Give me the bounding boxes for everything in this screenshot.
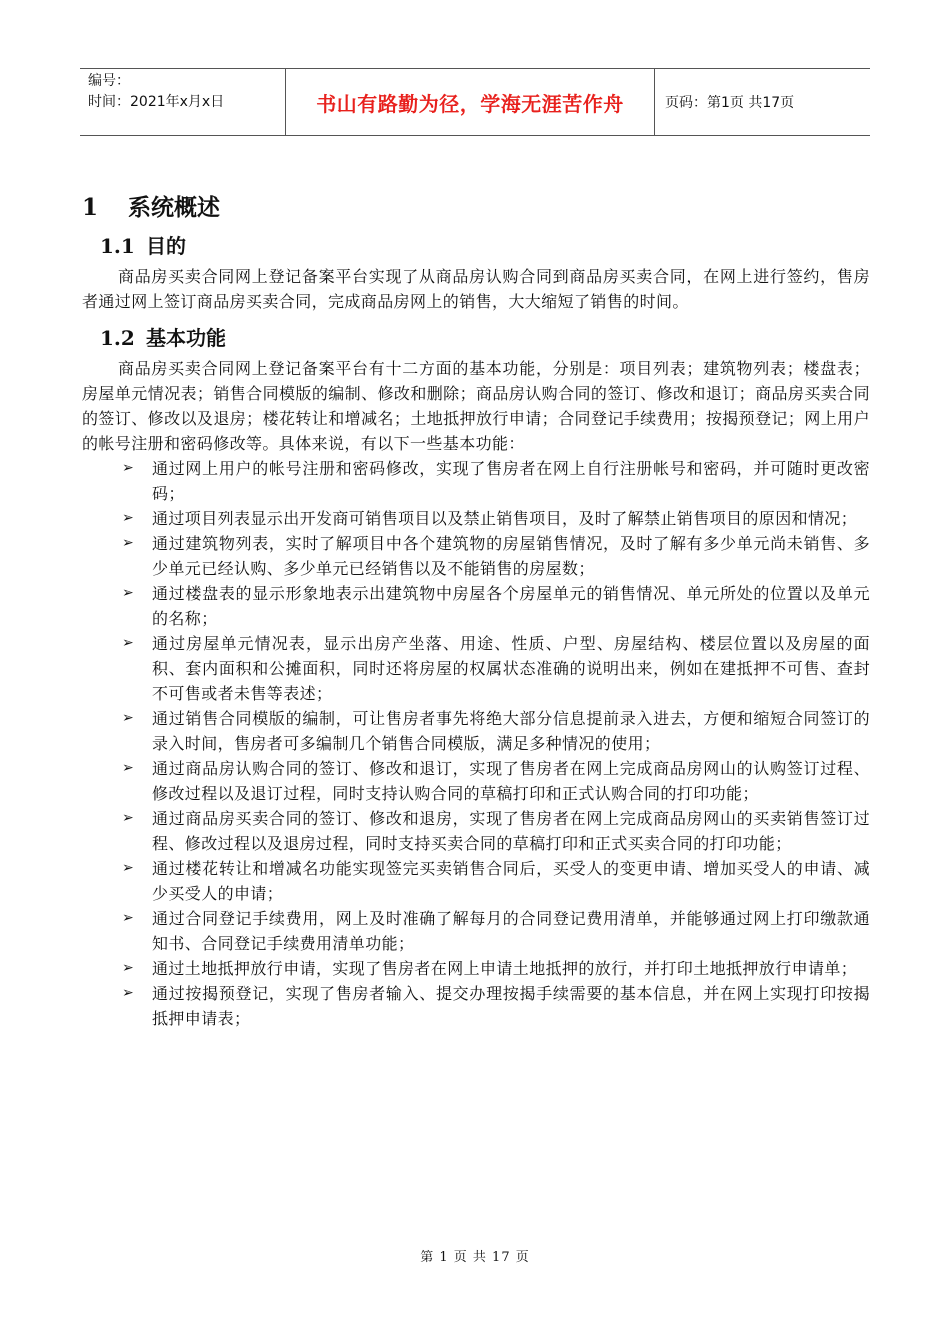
- list-item: ➢ 通过商品房认购合同的签订、修改和退订，实现了售房者在网上完成商品房网山的认购签订过程、修改过程以及退订过程，同时支持认购合同的草稿打印和正式认购合同的打印功能；: [82, 756, 870, 806]
- list-item: ➢ 通过合同登记手续费用，网上及时准确了解每月的合同登记费用清单，并能够通过网上打印缴款通知书、合同登记手续费用清单功能；: [82, 906, 870, 956]
- header-motto: 书山有路勤为径，学海无涯苦作舟: [285, 69, 655, 135]
- list-item: ➢ 通过房屋单元情况表，显示出房产坐落、用途、性质、户型、房屋结构、楼层位置以及房屋的面积、套内面积和公摊面积，同时还将房屋的权属状态准确的说明出来，例如在建抵押不可售、查封不可售或者未售等表述；: [82, 631, 870, 706]
- list-item: ➢ 通过建筑物列表，实时了解项目中各个建筑物的房屋销售情况，及时了解有多少单元尚未销售、多少单元已经认购、多少单元已经销售以及不能销售的房屋数；: [82, 531, 870, 581]
- header-time-label: 时间：2021年x月x日: [88, 94, 225, 110]
- section-1-number: 1: [82, 194, 99, 221]
- arrow-bullet-icon: ➢: [122, 585, 135, 601]
- arrow-bullet-icon: ➢: [122, 910, 135, 926]
- header-meta: [80, 69, 285, 135]
- section-1-1-heading: [82, 228, 870, 264]
- section-1-1-number: 1.1: [100, 234, 135, 258]
- section-1-1-title: 目的: [146, 234, 186, 258]
- arrow-bullet-icon: ➢: [122, 460, 135, 476]
- section-1-2-title: 基本功能: [146, 326, 226, 350]
- function-list: [82, 456, 870, 1031]
- section-1-2-number: 1.2: [100, 326, 135, 350]
- section-1-2-heading: [82, 320, 870, 356]
- arrow-bullet-icon: ➢: [122, 535, 135, 551]
- page-header: [80, 68, 870, 136]
- arrow-bullet-icon: ➢: [122, 860, 135, 876]
- list-item: ➢ 通过商品房买卖合同的签订、修改和退房，实现了售房者在网上完成商品房网山的买卖销售签订过程、修改过程以及退房过程，同时支持买卖合同的草稿打印和正式买卖合同的打印功能；: [82, 806, 870, 856]
- section-1-2-paragraph: 商品房买卖合同网上登记备案平台有十二方面的基本功能，分别是：项目列表；建筑物列表；楼盘表；房屋单元情况表；销售合同模版的编制、修改和删除；商品房认购合同的签订、修改和退订；商品房买卖合同的签订、修改以及退房；楼花转让和增减名；土地抵押放行申请；合同登记手续费用；按揭预登记；网上用户的帐号注册和密码修改等。具体来说，有以下一些基本功能：: [82, 359, 870, 453]
- arrow-bullet-icon: ➢: [122, 635, 135, 651]
- arrow-bullet-icon: ➢: [122, 760, 135, 776]
- document-body: [82, 188, 870, 1031]
- page-footer: 第 1 页 共 17 页: [420, 1250, 530, 1265]
- list-item: ➢ 通过销售合同模版的编制，可让售房者事先将绝大部分信息提前录入进去，方便和缩短合同签订的录入时间，售房者可多编制几个销售合同模版，满足多种情况的使用；: [82, 706, 870, 756]
- list-item: ➢ 通过按揭预登记，实现了售房者输入、提交办理按揭手续需要的基本信息，并在网上实现打印按揭抵押申请表；: [82, 981, 870, 1031]
- section-1-heading: [82, 188, 870, 228]
- arrow-bullet-icon: ➢: [122, 985, 135, 1001]
- list-item: ➢ 通过楼盘表的显示形象地表示出建筑物中房屋各个房屋单元的销售情况、单元所处的位置以及单元的名称；: [82, 581, 870, 631]
- arrow-bullet-icon: ➢: [122, 710, 135, 726]
- arrow-bullet-icon: ➢: [122, 810, 135, 826]
- list-item: ➢ 通过项目列表显示出开发商可销售项目以及禁止销售项目，及时了解禁止销售项目的原因和情况；: [82, 506, 870, 531]
- header-page-info: 页码：第1页 共17页: [665, 95, 795, 111]
- section-1-1-paragraph: 商品房买卖合同网上登记备案平台实现了从商品房认购合同到商品房买卖合同，在网上进行签约，售房者通过网上签订商品房买卖合同，完成商品房网上的销售，大大缩短了销售的时间。: [82, 267, 870, 311]
- section-1-title: 系统概述: [128, 194, 220, 221]
- list-item: ➢ 通过楼花转让和增减名功能实现签完买卖销售合同后，买受人的变更申请、增加买受人的申请、减少买受人的申请；: [82, 856, 870, 906]
- list-item: ➢ 通过网上用户的帐号注册和密码修改，实现了售房者在网上自行注册帐号和密码，并可随时更改密码；: [82, 456, 870, 506]
- list-item: ➢ 通过土地抵押放行申请，实现了售房者在网上申请土地抵押的放行，并打印土地抵押放行申请单；: [82, 956, 870, 981]
- arrow-bullet-icon: ➢: [122, 960, 135, 976]
- arrow-bullet-icon: ➢: [122, 510, 135, 526]
- header-number-label: 编号：: [88, 73, 130, 89]
